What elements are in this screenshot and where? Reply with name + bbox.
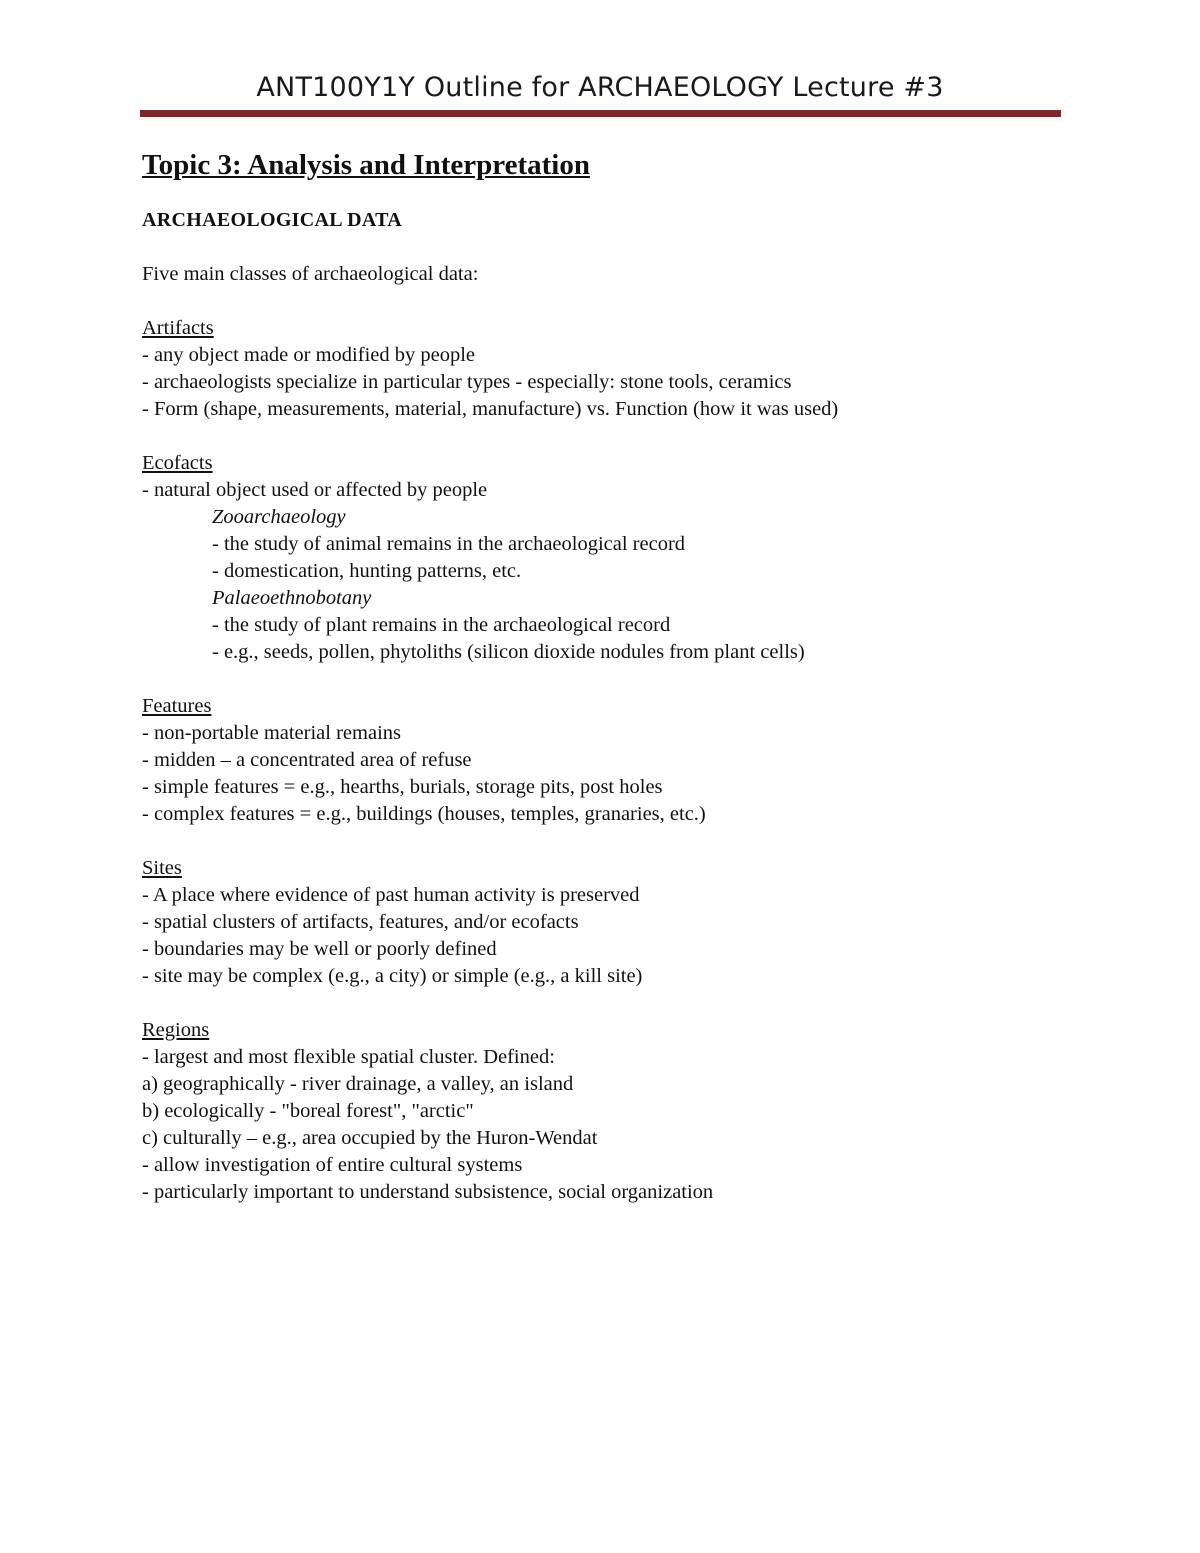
sites-title: Sites [142,857,182,879]
palaeoethnobotany-title: Palaeoethnobotany [212,587,372,609]
artifacts-title: Artifacts [142,317,214,339]
regions-section [142,1017,1102,1206]
ecofacts-line: - natural object used or affected by people [142,479,488,501]
artifacts-section [142,315,1102,423]
zooarchaeology-title: Zooarchaeology [212,506,346,528]
sites-section [142,855,1102,990]
ecofacts-section [142,450,1102,666]
artifacts-line: - archaeologists specialize in particular types - especially: stone tools, ceramics [142,371,792,393]
regions-line: - largest and most flexible spatial cluster. Defined: [142,1046,555,1068]
regions-line: - particularly important to understand subsistence, social organization [142,1181,714,1203]
document-body [142,146,1102,1206]
palaeoethnobotany-line: - e.g., seeds, pollen, phytoliths (silicon dioxide nodules from plant cells) [212,641,805,663]
artifacts-line: - any object made or modified by people [142,344,476,366]
intro-text: Five main classes of archaeological data: [142,263,479,285]
header-rule [140,110,1061,117]
ecofacts-title: Ecofacts [142,452,213,474]
zooarchaeology-line: - domestication, hunting patterns, etc. [212,560,522,582]
sites-line: - boundaries may be well or poorly defined [142,938,497,960]
features-line: - non-portable material remains [142,722,401,744]
sites-line: - site may be complex (e.g., a city) or simple (e.g., a kill site) [142,965,643,987]
features-line: - complex features = e.g., buildings (houses, temples, granaries, etc.) [142,803,706,825]
topic-title: Topic 3: Analysis and Interpretation [142,149,590,181]
page-header: ANT100Y1Y Outline for ARCHAEOLOGY Lecture #3 [256,72,944,103]
features-title: Features [142,695,212,717]
features-line: - simple features = e.g., hearths, burials, storage pits, post holes [142,776,663,798]
regions-line: b) ecologically - "boreal forest", "arctic" [142,1100,474,1122]
features-line: - midden – a concentrated area of refuse [142,749,472,771]
regions-line: a) geographically - river drainage, a valley, an island [142,1073,574,1095]
features-section [142,693,1102,828]
section-heading: ARCHAEOLOGICAL DATA [142,209,402,231]
zooarchaeology-line: - the study of animal remains in the archaeological record [212,533,686,555]
palaeoethnobotany-line: - the study of plant remains in the archaeological record [212,614,671,636]
artifacts-line: - Form (shape, measurements, material, manufacture) vs. Function (how it was used) [142,398,839,420]
regions-line: c) culturally – e.g., area occupied by the Huron-Wendat [142,1127,598,1149]
sites-line: - spatial clusters of artifacts, features, and/or ecofacts [142,911,579,933]
regions-title: Regions [142,1019,210,1041]
sites-line: - A place where evidence of past human activity is preserved [142,884,640,906]
regions-line: - allow investigation of entire cultural systems [142,1154,523,1176]
